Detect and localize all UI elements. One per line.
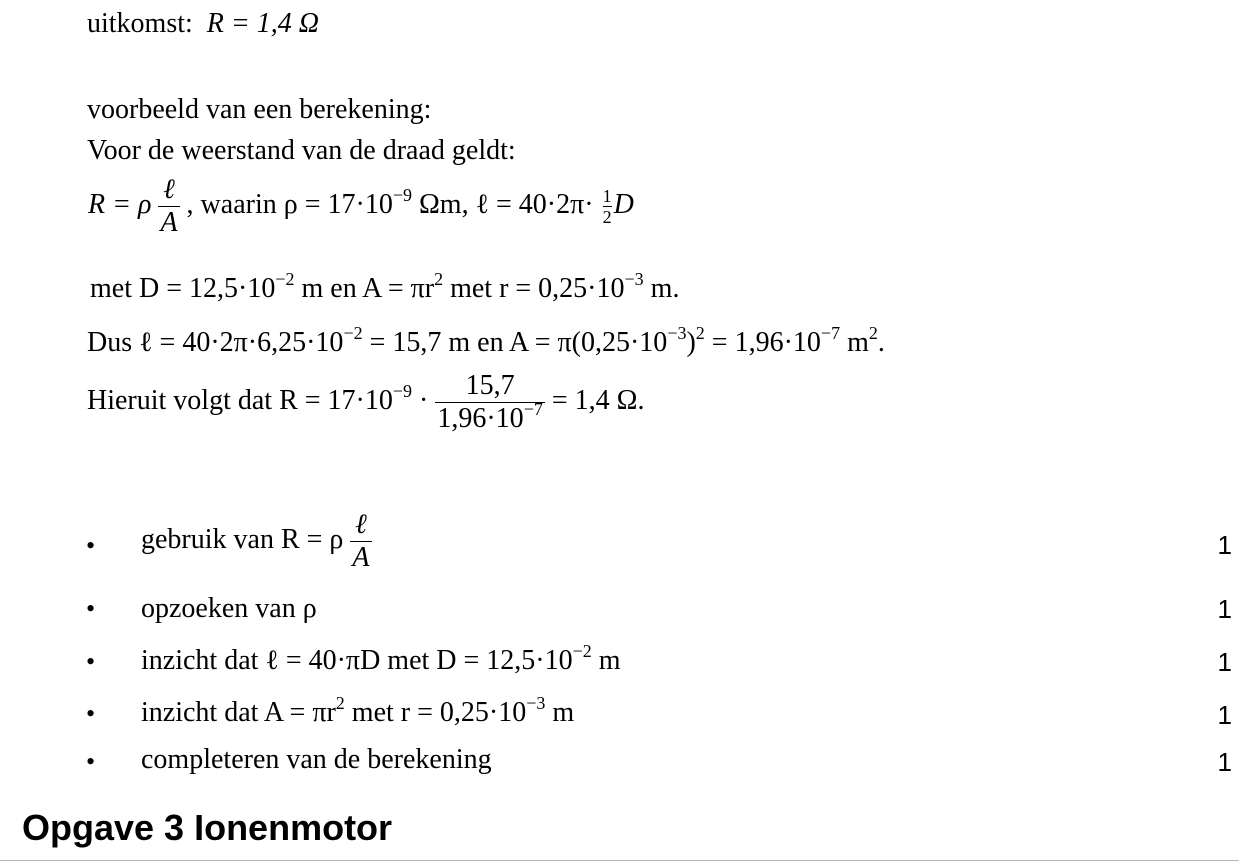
bullet: • <box>86 699 96 728</box>
dus-text-1: Dus ℓ = 40·2π·6,25·10 <box>87 327 344 358</box>
criterion-text: gebruik van R = ρ <box>141 523 344 555</box>
criterion-item <box>141 641 621 676</box>
met-text-4: m. <box>643 273 680 304</box>
half-numerator: 1 <box>602 186 612 206</box>
criterion-score: 1 <box>1217 747 1232 777</box>
multiplication-dot: · <box>412 384 436 416</box>
criterion-score: 1 <box>1217 647 1232 677</box>
criterion-score: 1 <box>1217 530 1232 560</box>
formula-hieruit-line <box>87 372 644 433</box>
half-denominator: 2 <box>602 207 612 227</box>
criterion-unit: m <box>591 645 621 676</box>
bullet: • <box>86 531 96 560</box>
fraction-numerator: 15,7 <box>465 370 515 401</box>
formula-waarin: , waarin ρ = 17·10 <box>186 188 393 220</box>
criterion-text: met r = 0,25·10 <box>344 697 527 728</box>
criterion-unit: m <box>545 697 575 728</box>
fraction-half <box>603 187 612 226</box>
dus-text-6: . <box>877 327 885 358</box>
formula-d: D <box>613 188 634 220</box>
exponent: −2 <box>275 269 295 289</box>
dus-text-2: = 15,7 m en A = π(0,25·10 <box>362 327 668 358</box>
fraction-denominator: A <box>352 542 370 573</box>
fraction-numerator: ℓ <box>355 509 367 540</box>
exponent: −9 <box>392 380 413 401</box>
met-text-3: met r = 0,25·10 <box>443 273 625 304</box>
result-line <box>87 10 319 38</box>
exponent: −3 <box>667 323 687 343</box>
dus-text-5: m <box>840 327 869 358</box>
dus-text-3: ) <box>686 327 696 358</box>
exponent: −2 <box>343 323 363 343</box>
met-text-1: met D = 12,5·10 <box>90 273 276 304</box>
criterion-item <box>141 511 372 572</box>
exponent: 2 <box>868 323 878 343</box>
result-formula: R = 1,4 Ω <box>206 8 320 39</box>
formula-length: Ωm, ℓ = 40·2π· <box>411 188 594 220</box>
fraction-denominator <box>435 399 544 434</box>
criterion-item <box>141 693 575 728</box>
exponent: 2 <box>695 323 705 343</box>
fraction-l-over-a <box>158 176 179 237</box>
fraction-result <box>435 372 544 433</box>
formula-dus-line <box>87 323 885 358</box>
exponent: −3 <box>526 693 546 713</box>
dus-text-4: = 1,96·10 <box>704 327 821 358</box>
criterion-score: 1 <box>1217 700 1232 730</box>
section-heading: Opgave 3 Ionenmotor <box>22 807 393 848</box>
fraction-denominator: A <box>160 207 178 238</box>
criterion-text: inzicht dat A = πr <box>141 697 336 728</box>
fraction-numerator: ℓ <box>163 174 175 205</box>
example-intro: Voor de weerstand van de draad geldt: <box>87 135 516 166</box>
met-text-2: m en A = πr <box>294 273 435 304</box>
criterion-item: opzoeken van ρ <box>141 593 317 624</box>
result-label: uitkomst: <box>87 8 193 39</box>
denominator-text: 1,96·10 <box>437 403 524 434</box>
formula-resistance-line <box>88 176 634 237</box>
exponent: 2 <box>434 269 444 289</box>
exponent: −9 <box>392 184 412 205</box>
criterion-text: inzicht dat ℓ = 40·πD met D = 12,5·10 <box>141 645 573 676</box>
example-heading: voorbeeld van een berekening: <box>87 94 432 125</box>
exponent: 2 <box>335 693 345 713</box>
criterion-item: completeren van de berekening <box>141 744 492 775</box>
bullet: • <box>86 747 96 776</box>
exponent: −3 <box>624 269 644 289</box>
exponent: −7 <box>820 323 841 343</box>
bullet: • <box>86 594 96 623</box>
formula-met-line <box>90 269 680 304</box>
criterion-score: 1 <box>1217 594 1232 624</box>
fraction-l-over-a <box>350 511 371 572</box>
hieruit-suffix: = 1,4 Ω. <box>544 384 645 416</box>
formula-lhs: R = ρ <box>88 188 152 220</box>
bullet: • <box>86 647 96 676</box>
hieruit-prefix: Hieruit volgt dat R = 17·10 <box>87 384 393 416</box>
exponent: −7 <box>523 399 543 419</box>
exponent: −2 <box>572 641 592 661</box>
bottom-divider <box>0 860 1239 861</box>
